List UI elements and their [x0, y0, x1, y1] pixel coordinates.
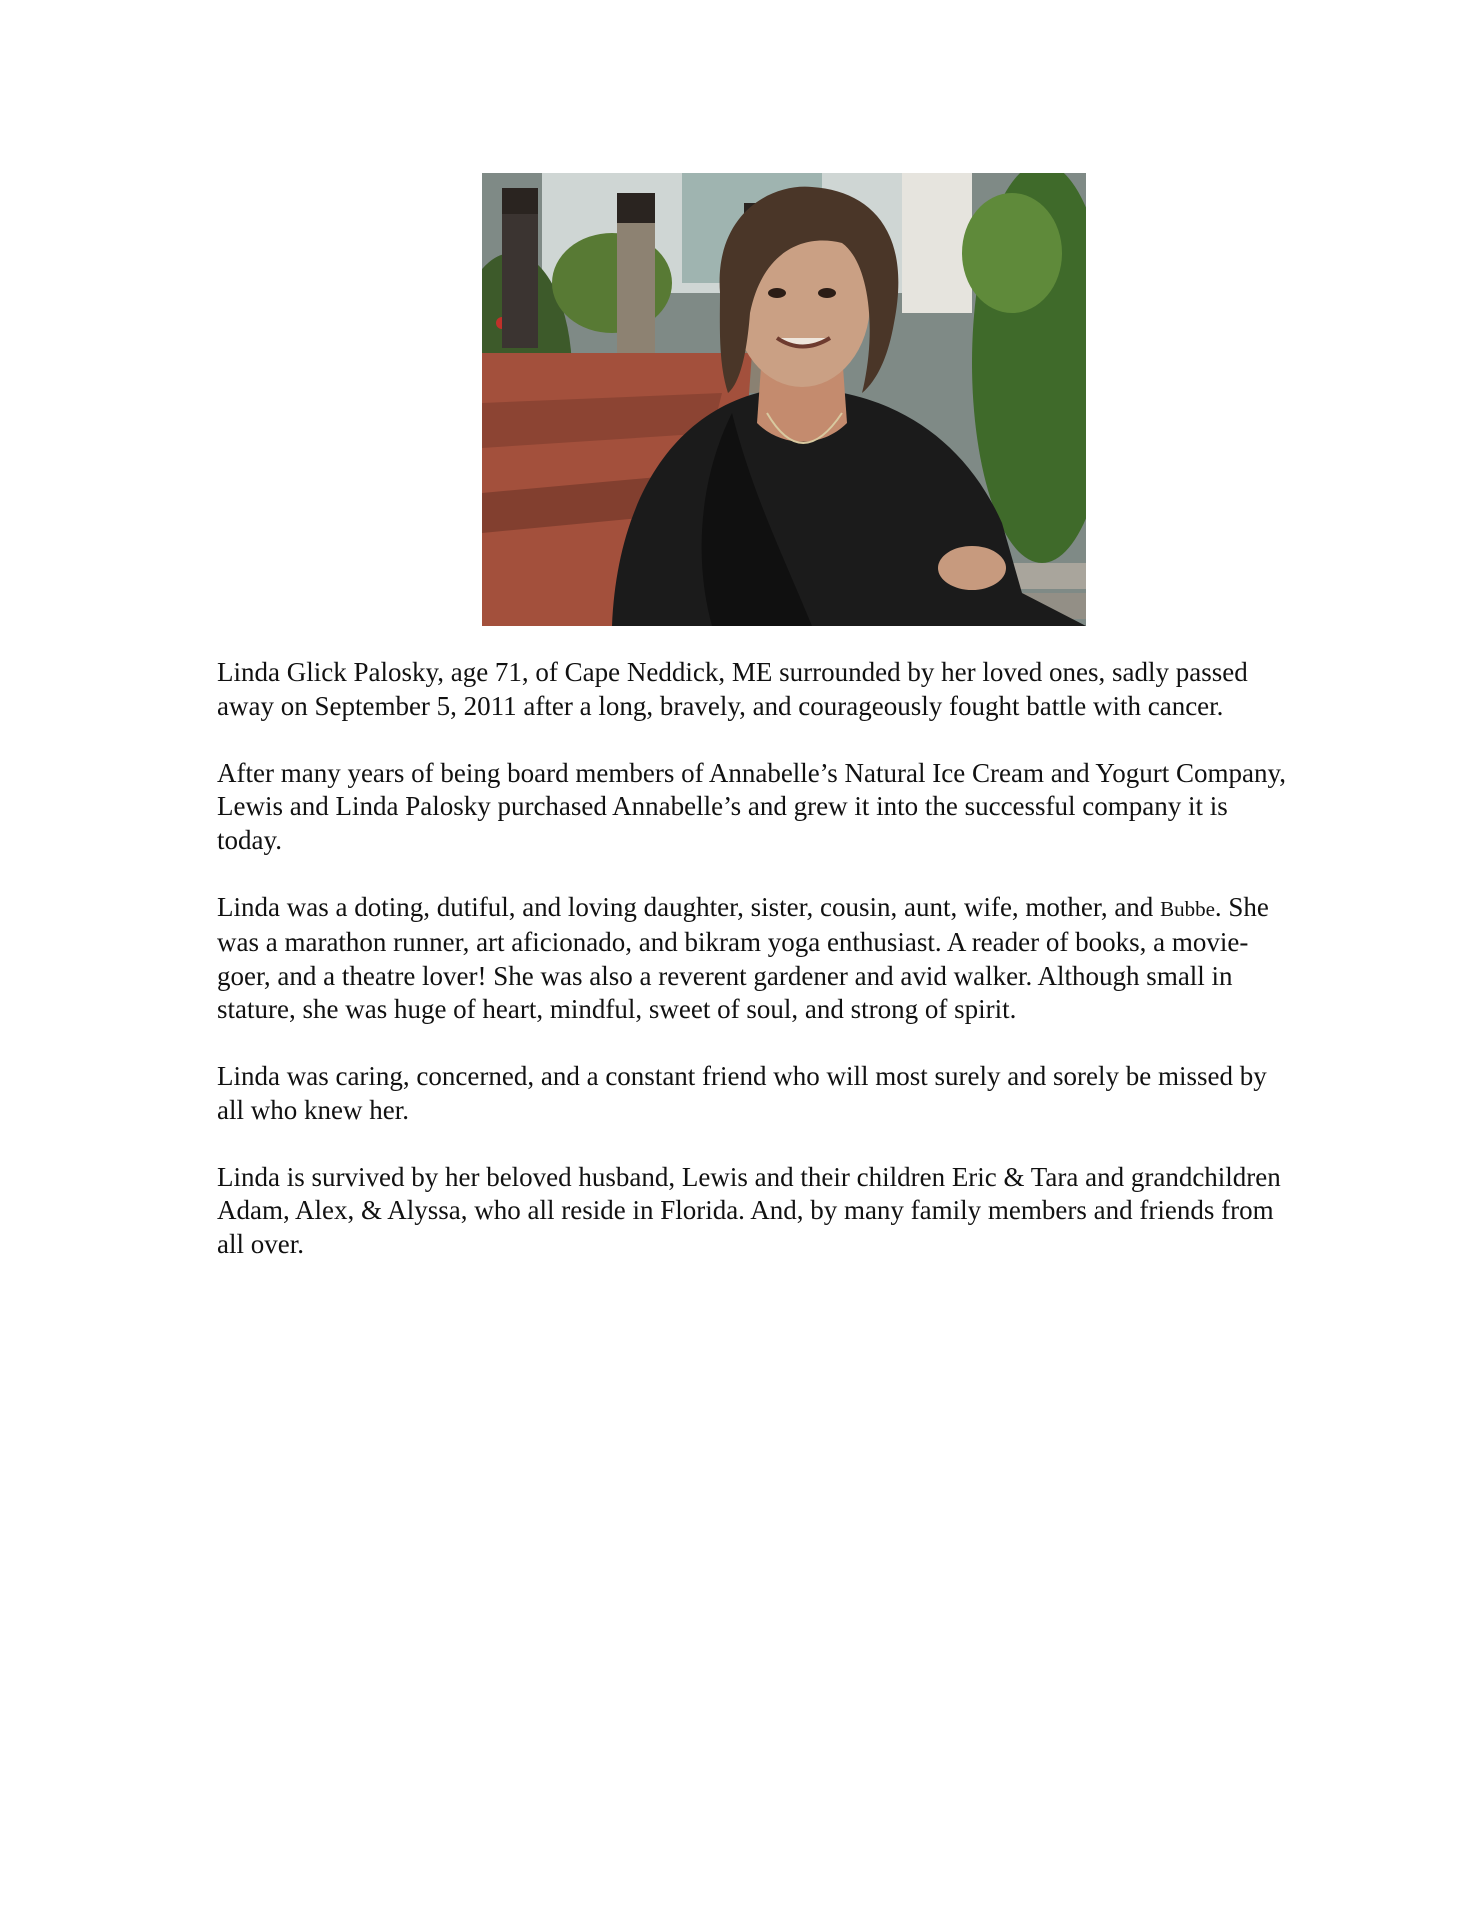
paragraph-3-bubbe: Bubbe [1160, 896, 1215, 921]
paragraph-5: Linda is survived by her beloved husband, Lewis and their children Eric & Tara and grandchildren Adam, Alex, & Alyssa, who all reside in Florida. And, by many family members and friends from all over. [217, 1161, 1281, 1259]
paragraph-4: Linda was caring, concerned, and a constant friend who will most surely and sorely be missed by all who knew her. [217, 1061, 1267, 1125]
paragraph-3-part-1: Linda was a doting, dutiful, and loving daughter, sister, cousin, aunt, wife, mother, and [217, 891, 1161, 922]
portrait-photo-illustration [482, 173, 1086, 626]
paragraph-3 [217, 891, 1297, 1027]
paragraph-3-part-2: . She was a marathon runner, art aficionado, and bikram yoga enthusiast. A reader of books, a movie-goer, and a theatre lover! She was also a reverent gardener and avid walker. Although small in stature, she was huge of heart, mindful, sweet of soul, and strong of spirit. [217, 891, 1269, 1024]
paragraph-2: After many years of being board members of Annabelle’s Natural Ice Cream and Yogurt Company, Lewis and Linda Palosky purchased Annabelle’s and grew it into the successful company it is today. [217, 757, 1286, 855]
obituary-text [217, 656, 1297, 1295]
paragraph-1: Linda Glick Palosky, age 71, of Cape Neddick, ME surrounded by her loved ones, sadly passed away on September 5, 2011 after a long, bravely, and courageously fought battle with cancer. [217, 657, 1248, 721]
portrait-photo [482, 173, 1086, 626]
